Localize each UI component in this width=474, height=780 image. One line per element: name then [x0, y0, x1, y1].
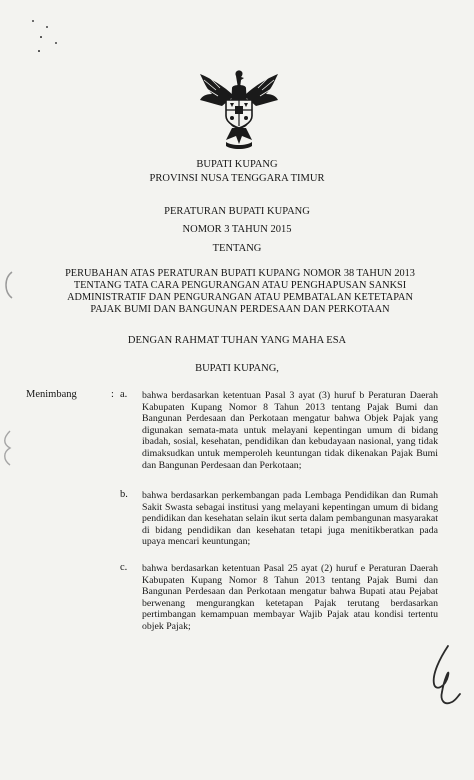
garuda-pancasila-emblem-icon — [196, 66, 282, 154]
scan-speck — [32, 20, 34, 22]
regent-heading: BUPATI KUPANG — [196, 159, 278, 170]
margin-mark — [2, 270, 16, 300]
province-heading: PROVINSI NUSA TENGGARA TIMUR — [149, 173, 325, 184]
item-text: bahwa berdasarkan ketentuan Pasal 3 ayat (3) huruf b Peraturan Daerah Kabupaten Kupang Nomor 8 Tahun 2013 tentang Pajak Bumi dan Bangunan Perdesaan dan Perkotaan mengatur bahwa Objek Pajak yang digunakan semata-mata untuk melayani kepentingan umum di bidang ibadah, sosial, kesehatan, pendidikan dan kebudayaan nasional, yang tidak dimaksudkan untuk memperoleh keuntungan tidak dikenakan Pajak Bumi dan Bangunan Perdesaan dan Perkotaan; — [142, 390, 438, 471]
title-line: ADMINISTRATIF DAN PENGURANGAN ATAU PEMBATALAN KETETAPAN — [67, 292, 413, 303]
considering-label: Menimbang — [26, 389, 77, 400]
handwritten-initial-mark-icon — [422, 640, 462, 710]
scan-speck — [38, 50, 40, 52]
item-marker: b. — [120, 489, 128, 500]
title-line: PAJAK BUMI DAN BANGUNAN PERDESAAN DAN PERKOTAAN — [90, 304, 390, 315]
regent-addressed: BUPATI KUPANG, — [195, 363, 279, 374]
title-line: TENTANG TATA CARA PENGURANGAN ATAU PENGHAPUSAN SANKSI — [73, 280, 407, 291]
regulation-type: PERATURAN BUPATI KUPANG — [164, 206, 310, 217]
scan-speck — [55, 42, 57, 44]
title-line: PERUBAHAN ATAS PERATURAN BUPATI KUPANG NOMOR 38 TAHUN 2013 — [65, 268, 415, 279]
scan-speck — [40, 36, 42, 38]
scan-speck — [46, 26, 48, 28]
item-marker: c. — [120, 562, 128, 573]
considering-colon: : — [111, 389, 114, 400]
blessing-line: DENGAN RAHMAT TUHAN YANG MAHA ESA — [127, 335, 347, 346]
item-text: bahwa berdasarkan ketentuan Pasal 25 ayat (2) huruf e Peraturan Daerah Kabupaten Kupang Nomor 8 Tahun 2013 tentang Pajak Bumi dan Bangunan Perdesaan dan Perkotaan mengatur bahwa Bupati atau Pejabat berwenang mengurangkan ketetapan Pajak terutang berdasarkan pertimbangan kemampuan membayar Wajib Pajak atau kondisi tertentu objek Pajak; — [142, 563, 438, 632]
item-marker: a. — [120, 389, 128, 400]
regulation-number: NOMOR 3 TAHUN 2015 — [182, 224, 292, 235]
about-label: TENTANG — [212, 243, 262, 254]
margin-mark — [0, 428, 14, 468]
regulation-title — [60, 268, 420, 316]
item-text: bahwa berdasarkan perkembangan pada Lembaga Pendidikan dan Rumah Sakit Swasta sebagai institusi yang melayani kepentingan umum di bidang pendidikan dan kesehatan selain ikut serta dalam pembangunan masyarakat di bidang pendidikan dan kesehatan tetapi juga menitikberatkan pada upaya mencari keuntungan; — [142, 490, 438, 548]
